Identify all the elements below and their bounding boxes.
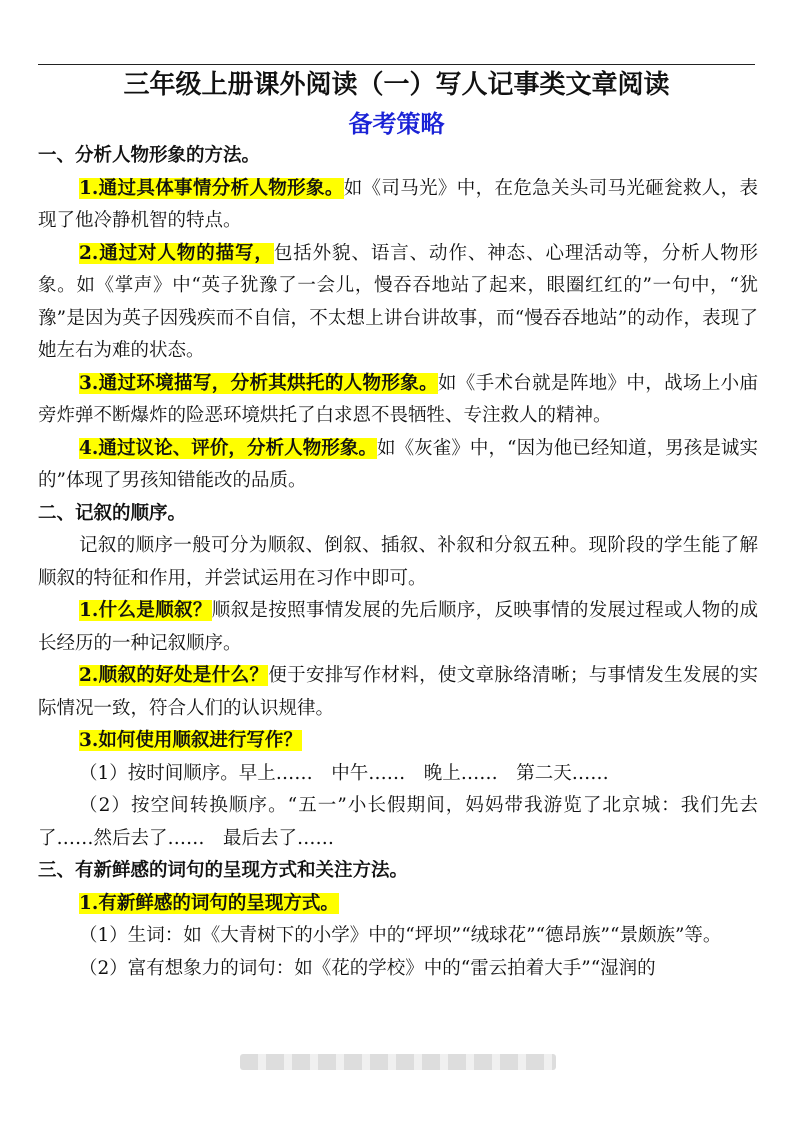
paragraph-text: 包括外貌、语言、动作、神态、心理活动等，分析人物形象。如《掌声》中“英子犹豫了一会儿，慢吞吞地站了起来，眼圈红红的”一句中，“犹豫”是因为英子因残疾而不自信，不太想上讲台讲故事，而“慢吞吞地站”的动作，表现了她左右为难的状态。 [38, 242, 758, 361]
section-heading: 二、记叙的顺序。 [38, 502, 187, 524]
highlight-text: 1.通过具体事情分析人物形象。 [79, 177, 344, 199]
paragraph [38, 173, 758, 238]
list-item: （2）按空间转换顺序。“五一”小长假期间，妈妈带我游览了北京城：我们先去了……然后去了…… 最后去了…… [38, 795, 758, 849]
highlight-text: 1.有新鲜感的词句的呈现方式。 [79, 892, 339, 914]
page-subtitle: 备考策略 [348, 109, 445, 138]
highlight-text: 3.如何使用顺叙进行写作？ [79, 730, 302, 751]
paragraph-text: 如《灰雀》中，“因为他已经知道，男孩是诚实的”体现了男孩知错能改的品质。 [38, 437, 758, 491]
paragraph [38, 660, 758, 725]
highlight-text: 4.通过议论、评价，分析人物形象。 [79, 437, 378, 459]
list-item: （2）富有想象力的词句：如《花的学校》中的“雷云拍着大手”“湿润的 [79, 957, 656, 979]
document-body [38, 140, 758, 985]
list-item: （1）按时间顺序。早上…… 中午…… 晚上…… 第二天…… [79, 762, 609, 784]
highlight-text: 1.什么是顺叙？ [79, 600, 212, 621]
paragraph-text: 如《手术台就是阵地》中，战场上小庙旁炸弹不断爆炸的险恶环境烘托了白求恩不畏牺牲、专注救人的精神。 [38, 372, 758, 426]
paragraph [38, 238, 758, 368]
paragraph-text: 如《司马光》中，在危急关头司马光砸瓮救人，表现了他冷静机智的特点。 [38, 177, 758, 231]
paragraph [38, 725, 758, 758]
page-title: 三年级上册课外阅读（一）写人记事类文章阅读 [123, 70, 670, 100]
paragraph-text: 便于安排写作材料，使文章脉络清晰；与事情发生发展的实际情况一致，符合人们的认识规律。 [38, 665, 758, 719]
paragraph [38, 433, 758, 498]
paragraph [38, 595, 758, 660]
top-divider [38, 64, 755, 65]
highlight-text: 3.通过环境描写，分析其烘托的人物形象。 [79, 372, 438, 394]
section-intro: 记叙的顺序一般可分为顺叙、倒叙、插叙、补叙和分叙五种。现阶段的学生能了解顺叙的特征和作用，并尝试运用在习作中即可。 [38, 535, 758, 589]
list-item: （1）生词：如《大青树下的小学》中的“坪坝”“绒球花”“德昂族”“景颇族”等。 [79, 925, 722, 946]
blurred-footer-watermark [240, 1054, 556, 1070]
paragraph [38, 888, 758, 921]
paragraph [38, 368, 758, 433]
highlight-text: 2.顺叙的好处是什么？ [79, 665, 269, 686]
paragraph-text: 顺叙是按照事情发展的先后顺序，反映事情的发展过程或人物的成长经历的一种记叙顺序。 [38, 600, 758, 654]
section-heading: 三、有新鲜感的词句的呈现方式和关注方法。 [38, 860, 409, 881]
section-heading: 一、分析人物形象的方法。 [38, 145, 261, 166]
highlight-text: 2.通过对人物的描写， [79, 242, 274, 264]
